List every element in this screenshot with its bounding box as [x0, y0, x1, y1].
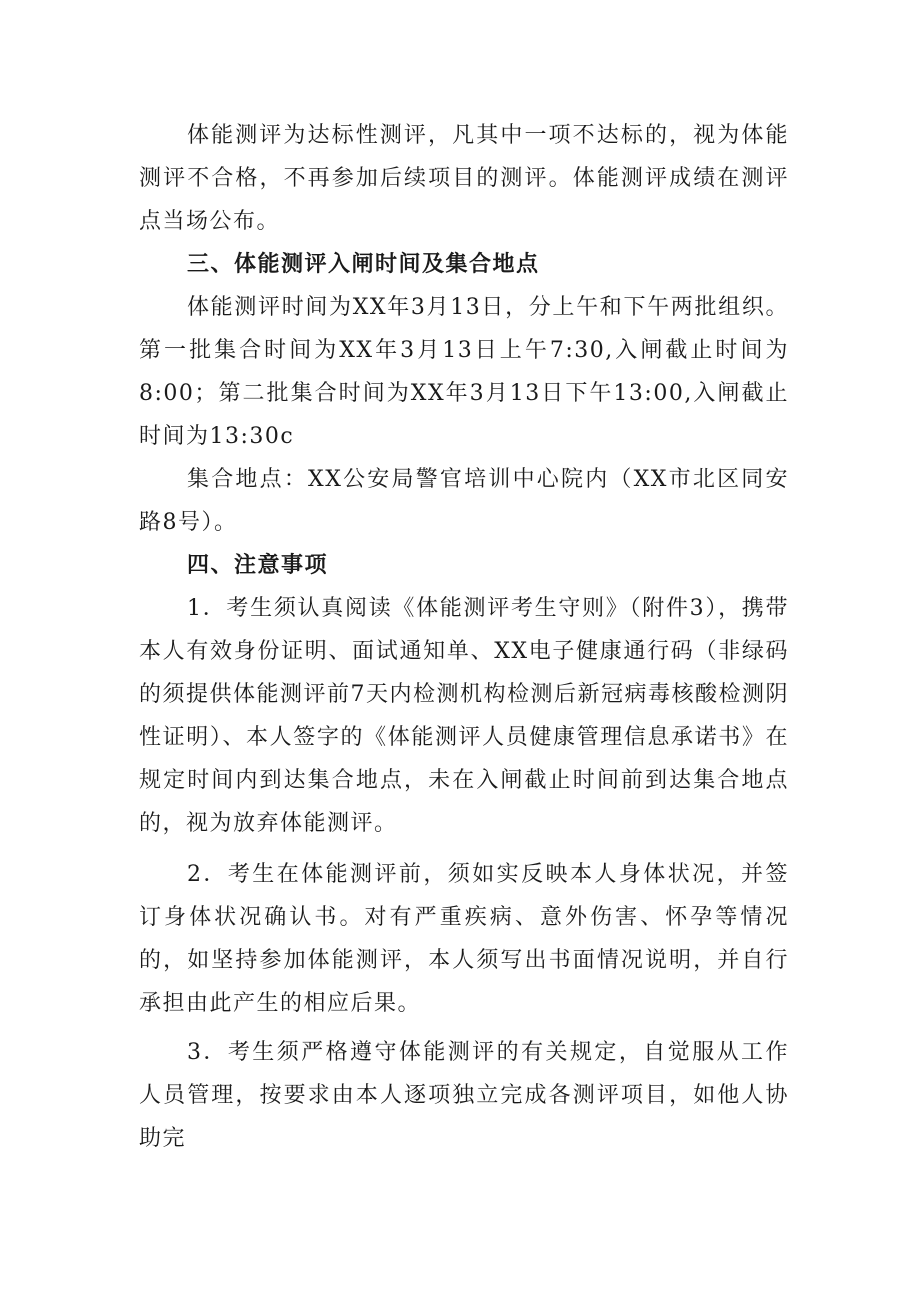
paragraph-notice-item-2: 2．考生在体能测评前，须如实反映本人身体状况，并签订身体状况确认书。对有严重疾病、意外伤害、怀孕等情况的，如坚持参加体能测评，本人须写出书面情况说明，并自行承担由此产生的相应后果。	[139, 862, 789, 1016]
document-body	[139, 114, 789, 1160]
paragraph-notice-item-1: 1．考生须认真阅读《体能测评考生守则》（附件3），携带本人有效身份证明、面试通知单、XX电子健康通行码（非绿码的须提供体能测评前7天内检测机构检测后新冠病毒核酸检测阴性证明）、本人签字的《体能测评人员健康管理信息承诺书》在规定时间内到达集合地点，未在入闸截止时间前到达集合地点的，视为放弃体能测评。	[139, 596, 789, 836]
paragraph-assembly-location: 集合地点：XX公安局警官培训中心院内（XX市北区同安路8号）。	[139, 467, 789, 535]
section-heading-3: 三、体能测评入闸时间及集合地点	[187, 252, 540, 277]
section-heading-4: 四、注意事项	[187, 553, 329, 578]
paragraph-qualification-rule: 体能测评为达标性测评，凡其中一项不达标的，视为体能测评不合格，不再参加后续项目的测评。体能测评成绩在测评点当场公布。	[139, 123, 789, 234]
paragraph-notice-item-3: 3．考生须严格遵守体能测评的有关规定，自觉服从工作人员管理，按要求由本人逐项独立完成各测评项目，如他人协助完	[139, 1040, 789, 1151]
paragraph-test-schedule: 体能测评时间为XX年3月13日，分上午和下午两批组织。第一批集合时间为XX年3月13日上午7:30,入闸截止时间为8:00；第二批集合时间为XX年3月13日下午13:00,入闸截止时间为13:30c	[139, 295, 789, 449]
